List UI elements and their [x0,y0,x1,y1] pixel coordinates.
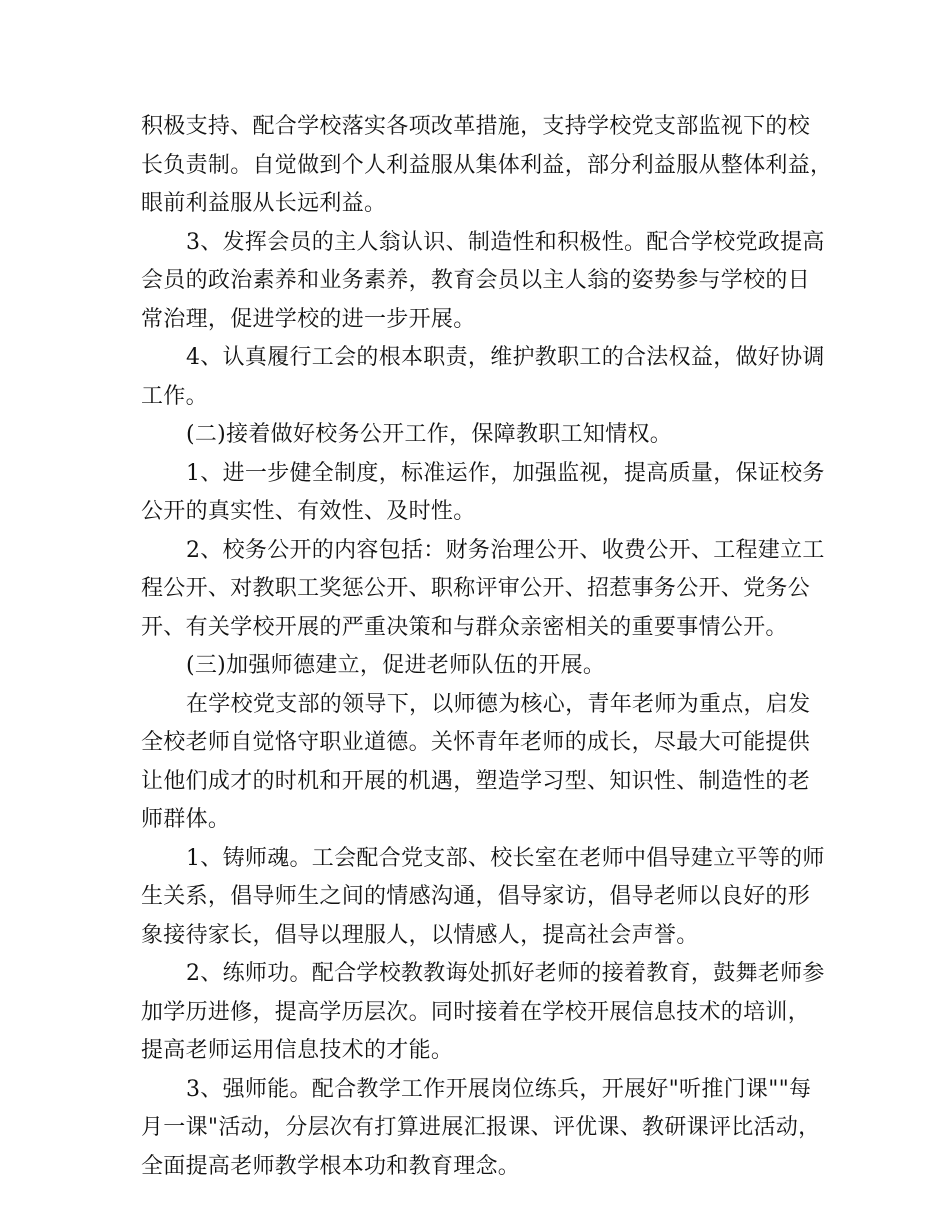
paragraph-first-line: 4、认真履行工会的根本职责，维护教职工的合法权益，做好协调 [186,345,825,370]
document-body [141,108,831,1186]
section-heading: (二)接着做好校务公开工作，保障教职工知情权。 [186,422,673,447]
paragraph-first-line: 1、铸师魂。工会配合党支部、校长室在老师中倡导建立平等的师 [186,845,825,871]
paragraph-first-line: 2、练师功。配合学校教教诲处抓好老师的接着教育，鼓舞老师参 [186,961,825,986]
paragraph-first-line: 3、强师能。配合教学工作开展岗位练兵，开展好"听推门课""每 [186,1076,812,1102]
text-line: 全校老师自觉恪守职业道德。关怀青年老师的成长，尽最大可能提供 [141,730,811,755]
text-line: 开、有关学校开展的严重决策和与群众亲密相关的重要事情公开。 [141,614,788,640]
text-line: 程公开、对教职工奖惩公开、职称评审公开、招惹事务公开、党务公 [141,576,811,601]
text-line: 积极支持、配合学校落实各项改革措施，支持学校党支部监视下的校 [141,114,811,139]
text-line: 月一课"活动，分层次有打算进展汇报课、评优课、教研课评比活动， [141,1115,821,1140]
text-line: 象接待家长，倡导以理服人，以情感人，提高社会声誉。 [141,922,699,948]
text-line: 公开的真实性、有效性、及时性。 [141,499,476,524]
text-line: 加学历进修，提高学历层次。同时接着在学校开展信息技术的培训， [141,999,811,1025]
text-line: 提高老师运用信息技术的才能。 [141,1038,454,1063]
paragraph-first-line: 2、校务公开的内容包括：财务治理公开、收费公开、工程建立工 [186,537,825,563]
paragraph-first-line: 3、发挥会员的主人翁认识、制造性和积极性。配合学校党政提高 [186,229,825,255]
text-line: 师群体。 [141,807,231,832]
paragraph-first-line: 在学校党支部的领导下，以师德为核心，青年老师为重点，启发 [186,691,811,717]
text-line: 全面提高老师教学根本功和教育理念。 [141,1153,521,1179]
text-line: 长负责制。自觉做到个人利益服从集体利益，部分利益服从整体利益， [141,152,833,178]
paragraph-first-line: 1、进一步健全制度，标准运作，加强监视，提高质量，保证校务 [186,460,825,486]
text-line: 眼前利益服从长远利益。 [141,191,387,216]
text-line: 工作。 [141,383,208,409]
text-line: 让他们成才的时机和开展的机遇，塑造学习型、知识性、制造性的老 [141,768,811,794]
text-line: 生关系，倡导师生之间的情感沟通，倡导家访，倡导老师以良好的形 [141,884,811,909]
section-heading: (三)加强师德建立，促进老师队伍的开展。 [186,653,606,678]
text-line: 会员的政治素养和业务素养，教育会员以主人翁的姿势参与学校的日 [141,268,811,293]
text-line: 常治理，促进学校的进一步开展。 [141,306,476,332]
